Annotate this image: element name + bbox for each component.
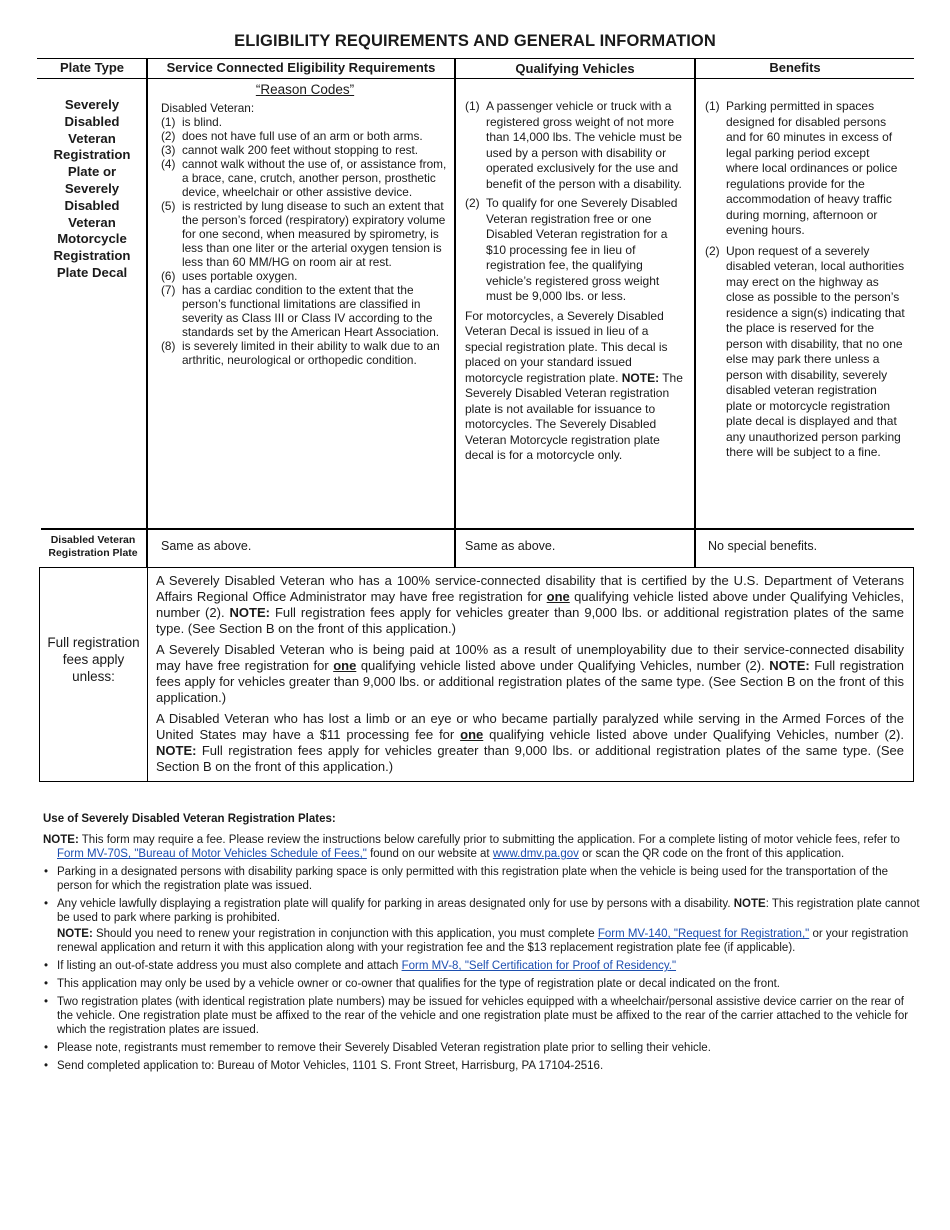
list-item xyxy=(161,157,449,199)
bullet-icon: • xyxy=(44,1042,49,1054)
text: A Severely Disabled Veteran who is being paid at 100% as a result of unemployability due to their service-connected disability may have free registration for xyxy=(156,642,904,673)
list-item xyxy=(161,199,449,269)
row2-benefits: No special benefits. xyxy=(708,539,818,553)
text: This application may only be used by a vehicle owner or co-owner that qualifies for the type of registration plate or decal indicated on the front. xyxy=(57,978,780,990)
text: Should you need to renew your registration in conjunction with this application, you must complete xyxy=(95,928,595,940)
usage-bullet-list xyxy=(43,865,923,1073)
list-item xyxy=(705,99,905,239)
text: Parking in a designated persons with disability parking space is only permitted with this registration plate when the vehicle is being used for the transportation of the person for which the registration plate was issued. xyxy=(57,866,889,892)
header-eligibility: Service Connected Eligibility Requirements xyxy=(166,60,436,75)
usage-notes xyxy=(43,812,923,1077)
table-header-rule xyxy=(37,78,914,79)
list-item xyxy=(705,244,905,461)
text: or scan the QR code on the front of this application. xyxy=(582,848,845,860)
list-item xyxy=(43,959,923,973)
bullet-icon: • xyxy=(44,978,49,990)
bullet-icon: • xyxy=(44,866,49,878)
list-item xyxy=(43,1041,923,1055)
eligibility-cell xyxy=(161,82,449,367)
fee-note xyxy=(43,833,923,861)
list-text: has a cardiac condition to the extent that the person’s functional limitations are classified in severity as Class III or Class IV according to the standards set by the American Heart Association. xyxy=(182,282,440,339)
list-item xyxy=(161,143,449,157)
list-number: (2) xyxy=(705,243,720,258)
text: or your registration renewal application and return it with this application along with your registration fee and the $13 replacement registration plate fee (if applicable). xyxy=(57,928,909,954)
full-fees-paragraph-3 xyxy=(156,711,904,775)
bullet-icon: • xyxy=(44,996,49,1008)
list-item xyxy=(161,269,449,283)
list-number: (6) xyxy=(161,268,176,283)
text: Full registration fees apply for vehicles greater than 9,000 lbs. or additional registration plates of the same type. (See Section B on the front of this application.) xyxy=(156,743,904,774)
text: Send completed application to: Bureau of Motor Vehicles, 1101 S. Front Street, Harrisburg, PA 17104-2516. xyxy=(57,1060,604,1072)
col-divider-3 xyxy=(694,58,696,567)
list-text: A passenger vehicle or truck with a registered gross weight of not more than 14,000 lbs. The vehicle must be used by a person with disability or operated exclusively for the use and benefit of the person with a disability. xyxy=(486,99,682,191)
text: This form may require a fee. Please review the instructions below carefully prior to submitting the application. For a complete listing of motor vehicle fees, refer to xyxy=(81,834,900,846)
list-item xyxy=(465,99,687,192)
note-label: NOTE: xyxy=(621,370,660,385)
list-item xyxy=(465,196,687,305)
list-number: (1) xyxy=(705,99,720,113)
text: : This registration plate cannot be used to park where parking is prohibited. xyxy=(57,898,920,924)
col-divider-1 xyxy=(146,58,148,567)
list-number: (4) xyxy=(161,156,176,171)
list-text: uses portable oxygen. xyxy=(182,268,298,283)
list-number: (7) xyxy=(161,282,176,297)
list-text: is blind. xyxy=(182,114,222,129)
motorcycle-text: For motorcycles, a Severely Disabled Veteran Decal is issued in lieu of a special registration plate. This decal is placed on your standard issued motorcycle registration plate. xyxy=(465,308,668,385)
full-fees-divider xyxy=(147,568,148,781)
text: Two registration plates (with identical registration plate numbers) may be issued for vehicles equipped with a wheelchair/personal assistive device carrier on the rear of the vehicle. One registration plate must be affixed to the rear of the vehicle and one registration plate must be affixed to the rear of the carrier attached to the vehicle for which the registration plates are issued. xyxy=(57,996,909,1036)
form-mv-8-link[interactable]: Form MV-8, "Self Certification for Proof of Residency." xyxy=(401,960,677,972)
benefits-cell xyxy=(705,99,905,461)
header-benefits: Benefits xyxy=(769,60,821,75)
reason-intro: Disabled Veteran: xyxy=(161,100,255,115)
list-item xyxy=(161,339,449,367)
full-fees-content xyxy=(156,573,904,780)
note-label: NOTE: xyxy=(769,658,810,673)
list-text: Parking permitted in spaces designed for disabled persons and for 60 minutes in excess of legal parking period except where local ordinances or police regulations provide for the accommodation of heavy traffic during morning, afternoon or evening hours. xyxy=(726,99,898,237)
reason-codes-title: “Reason Codes” xyxy=(255,82,355,97)
list-number: (5) xyxy=(161,198,176,213)
usage-notes-heading: Use of Severely Disabled Veteran Registration Plates: xyxy=(43,813,336,825)
reason-list-wrap xyxy=(161,101,449,367)
reason-code-list xyxy=(161,115,449,367)
text: Please note, registrants must remember to remove their Severely Disabled Veteran registration plate prior to selling their vehicle. xyxy=(57,1042,711,1054)
note-label: NOTE: xyxy=(156,743,197,758)
text: qualifying vehicle listed above under Qualifying Vehicles, number (2). xyxy=(156,589,904,620)
list-item xyxy=(43,977,923,991)
full-fees-label: Full registration fees apply unless: xyxy=(47,635,140,684)
list-number: (8) xyxy=(161,338,176,353)
row2-vehicles: Same as above. xyxy=(465,539,556,553)
form-mv-140-link[interactable]: Form MV-140, "Request for Registration," xyxy=(597,928,810,940)
text: qualifying vehicle listed above under Qualifying Vehicles, number (2). xyxy=(489,727,904,742)
list-item xyxy=(161,283,449,339)
list-text: is severely limited in their ability to walk due to an arthritic, neurological or orthopedic condition. xyxy=(182,338,440,367)
note-label: NOTE: xyxy=(229,605,270,620)
full-fees-box xyxy=(39,567,914,782)
note-label: NOTE: xyxy=(43,834,79,846)
text: A Disabled Veteran who has lost a limb or an eye or who became partially paralyzed while serving in the Armed Forces of the United States may have a $11 processing fee for xyxy=(156,711,904,742)
list-text: cannot walk without the use of, or assistance from, a brace, cane, crutch, another person, prosthetic device, wheelchair or other assistive device. xyxy=(182,156,447,199)
header-plate-type: Plate Type xyxy=(59,60,125,75)
motorcycle-note: The Severely Disabled Veteran registration plate is not available for issuance to motorcycles. The Severely Disabled Veteran Motorcycle registration plate decal is for a motorcycle only. xyxy=(465,370,683,462)
text: Full registration fees apply for vehicles greater than 9,000 lbs. or additional registration plates of the same type. (See Section B on the front of this application.) xyxy=(156,658,904,705)
emphasis-one: one xyxy=(460,727,484,742)
motorcycle-paragraph xyxy=(465,309,687,464)
bullet-icon: • xyxy=(44,1060,49,1072)
text: If listing an out-of-state address you must also complete and attach xyxy=(57,960,399,972)
benefits-list xyxy=(705,99,905,461)
list-item xyxy=(161,115,449,129)
text: A Severely Disabled Veteran who has a 100% service-connected disability that is certified by the U.S. Department of Veterans Affairs Regional Office Administrator may have free registration for xyxy=(156,573,904,604)
form-mv-70s-link[interactable]: Form MV-70S, "Bureau of Motor Vehicles Schedule of Fees," xyxy=(57,848,367,860)
page-title: ELIGIBILITY REQUIREMENTS AND GENERAL INFORMATION xyxy=(234,32,716,50)
row1-bottom-rule xyxy=(41,528,914,530)
bullet-icon: • xyxy=(44,898,49,910)
header-qualifying-vehicles: Qualifying Vehicles xyxy=(515,61,635,76)
emphasis-one: one xyxy=(333,658,357,673)
list-text: To qualify for one Severely Disabled Veteran registration free or one Disabled Veteran registration for a $10 processing fee in lieu of registration fee, the qualifying vehicle’s registered gross weight must be 9,000 lbs. or less. xyxy=(486,196,678,303)
list-number: (1) xyxy=(465,99,480,113)
dmv-website-link[interactable]: www.dmv.pa.gov xyxy=(492,848,579,860)
list-number: (1) xyxy=(161,114,176,129)
list-text: does not have full use of an arm or both arms. xyxy=(182,128,423,143)
text: Any vehicle lawfully displaying a registration plate will qualify for parking in areas designated only for use by persons with a disability. xyxy=(57,898,731,910)
emphasis-one: one xyxy=(546,589,570,604)
list-item xyxy=(43,1059,923,1073)
note-label: NOTE xyxy=(733,898,766,910)
list-number: (2) xyxy=(465,196,480,210)
full-fees-paragraph-1 xyxy=(156,573,904,637)
list-item xyxy=(43,995,923,1037)
note-label: NOTE: xyxy=(57,928,93,940)
qualifying-vehicles-cell xyxy=(465,99,687,464)
text: Full registration fees apply for vehicles greater than 9,000 lbs. or additional registration plates of the same type. (See Section B on the front of this application.) xyxy=(156,605,904,636)
list-number: (2) xyxy=(161,128,176,143)
vehicle-list xyxy=(465,99,687,305)
list-text: is restricted by lung disease to such an extent that the person’s forced (respiratory) expiratory volume for one second, when measured by spirometry, is less than one liter or the arterial oxygen tension is less than 60 MM/HG on room air at rest. xyxy=(182,198,446,269)
list-item xyxy=(43,897,923,925)
text: found on our website at xyxy=(370,848,490,860)
bullet-icon: • xyxy=(44,960,49,972)
plate-type-disabled-veteran: Disabled Veteran Registration Plate xyxy=(48,534,138,559)
list-text: cannot walk 200 feet without stopping to rest. xyxy=(182,142,419,157)
plate-type-severely-disabled: Severely Disabled Veteran Registration Plate or Severely Disabled Veteran Motorcycle Registration Plate Decal xyxy=(53,97,131,280)
full-fees-paragraph-2 xyxy=(156,642,904,706)
row2-eligibility: Same as above. xyxy=(161,539,252,553)
list-number: (3) xyxy=(161,142,176,157)
renewal-note xyxy=(43,927,923,955)
text: qualifying vehicle listed above under Qualifying Vehicles, number (2). xyxy=(360,658,765,673)
list-item xyxy=(43,865,923,893)
list-text: Upon request of a severely disabled veteran, local authorities may erect on the highway as close as possible to the person’s residence a sign(s) indicating that the place is reserved for the person with disability, that no one else may park there unless a person with disability, severely disabled veteran registration plate or motorcycle registration plate decal is displayed and that any unauthorized person parking there will be subject to a fine. xyxy=(726,243,905,459)
col-divider-2 xyxy=(454,58,456,567)
list-item xyxy=(161,129,449,143)
table-top-rule xyxy=(37,58,914,59)
